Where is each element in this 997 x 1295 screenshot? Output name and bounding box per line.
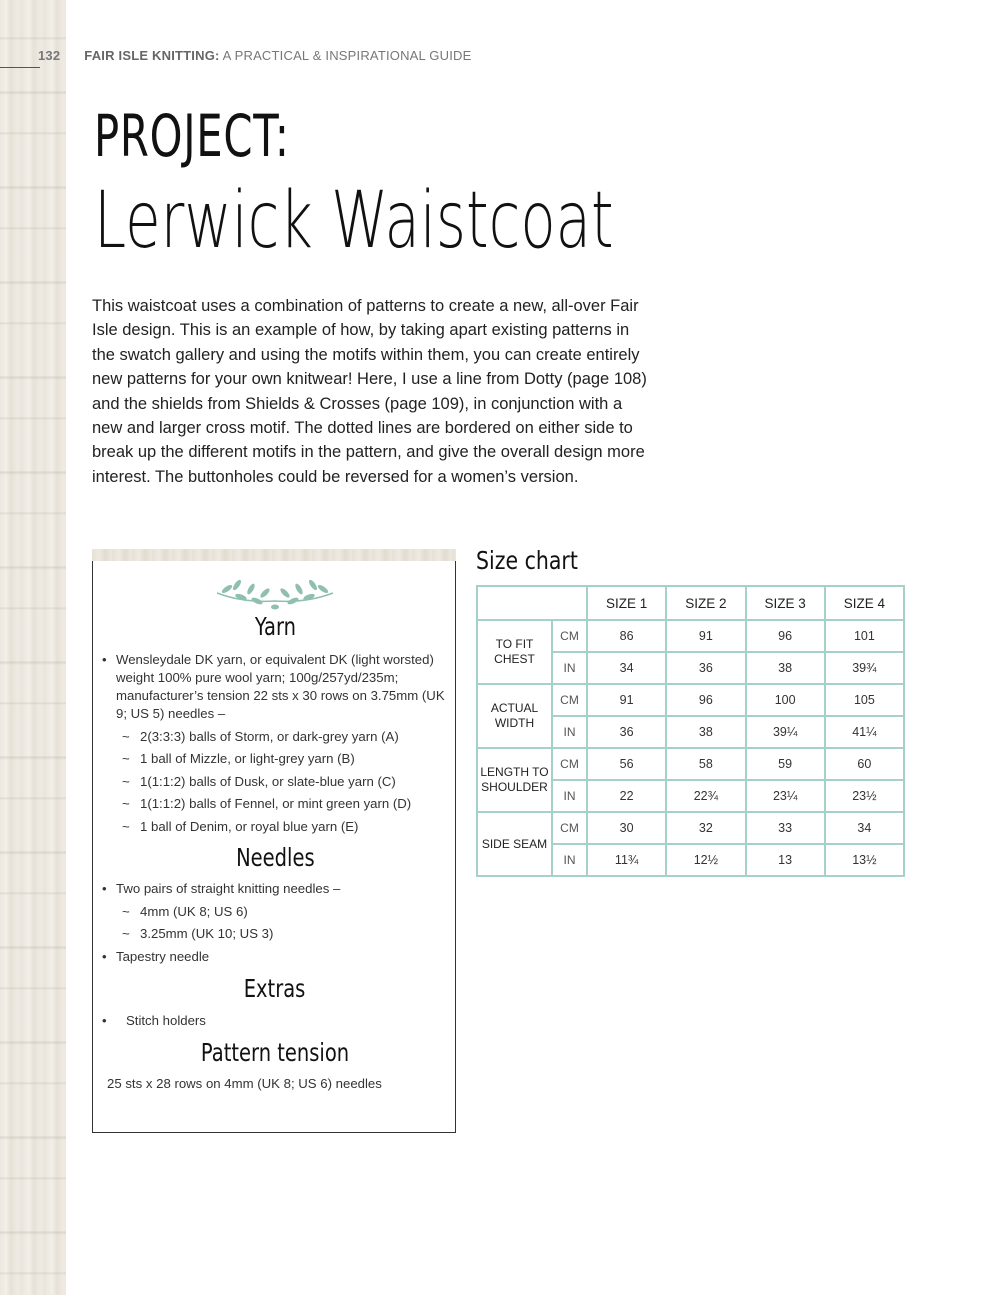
table-row bbox=[477, 812, 904, 844]
value-cell: 91 bbox=[666, 620, 745, 652]
extras-heading: Extras bbox=[244, 974, 306, 1003]
value-cell: 34 bbox=[587, 652, 666, 684]
value-cell: 101 bbox=[825, 620, 904, 652]
needles-list bbox=[102, 880, 452, 966]
unit-cell: CM bbox=[552, 620, 587, 652]
materials-box-wood-strip bbox=[92, 549, 456, 561]
page-number: 132 bbox=[38, 48, 61, 63]
project-title: Lerwick Waistcoat bbox=[94, 176, 614, 266]
tapestry-needle: • Tapestry needle bbox=[102, 948, 452, 966]
yarn-colour-b: ~ 1 ball of Mizzle, or light-grey yarn (B) bbox=[102, 750, 452, 768]
needles-heading: Needles bbox=[235, 843, 315, 872]
yarn-colour-e: ~ 1 ball of Denim, or royal blue yarn (E) bbox=[102, 818, 452, 836]
value-cell: 86 bbox=[587, 620, 666, 652]
size-header-2: SIZE 2 bbox=[666, 586, 745, 620]
value-cell: 36 bbox=[587, 716, 666, 748]
value-cell: 22¾ bbox=[666, 780, 745, 812]
value-cell: 13 bbox=[746, 844, 825, 876]
materials-box bbox=[92, 549, 456, 1133]
value-cell: 22 bbox=[587, 780, 666, 812]
wood-texture-margin bbox=[0, 0, 66, 1295]
running-header bbox=[38, 48, 471, 63]
row-label-side-seam: SIDE SEAM bbox=[477, 812, 552, 876]
yarn-colour-a: ~ 2(3:3:3) balls of Storm, or dark-grey yarn (A) bbox=[102, 728, 452, 746]
value-cell: 38 bbox=[666, 716, 745, 748]
value-cell: 23½ bbox=[825, 780, 904, 812]
needle-size-1: ~ 4mm (UK 8; US 6) bbox=[102, 903, 452, 921]
unit-cell: IN bbox=[552, 844, 587, 876]
intro-paragraph: This waistcoat uses a combination of patterns to create a new, all-over Fair Isle design. This is an example of how, by taking apart existing patterns in the swatch gallery and using the motifs within them, you can create entirely new patterns for your own knitwear! Here, I use a line from Dotty (page 108) and the shields from Shields & Crosses (page 109), in conjunction with a new and larger cross motif. The dotted lines are bordered on either side to break up the different motifs in the pattern, and give the overall design more interest. The buttonholes could be reversed for a women’s version. bbox=[92, 297, 647, 486]
table-row bbox=[477, 684, 904, 716]
extras-list bbox=[102, 1012, 452, 1030]
size-header-4: SIZE 4 bbox=[825, 586, 904, 620]
value-cell: 32 bbox=[666, 812, 745, 844]
value-cell: 34 bbox=[825, 812, 904, 844]
value-cell: 96 bbox=[666, 684, 745, 716]
size-header-3: SIZE 3 bbox=[746, 586, 825, 620]
value-cell: 105 bbox=[825, 684, 904, 716]
value-cell: 58 bbox=[666, 748, 745, 780]
row-label-width: ACTUAL WIDTH bbox=[477, 684, 552, 748]
tension-text: 25 sts x 28 rows on 4mm (UK 8; US 6) needles bbox=[107, 1076, 382, 1091]
value-cell: 33 bbox=[746, 812, 825, 844]
value-cell: 91 bbox=[587, 684, 666, 716]
unit-cell: IN bbox=[552, 716, 587, 748]
table-row bbox=[477, 620, 904, 652]
value-cell: 30 bbox=[587, 812, 666, 844]
yarn-main: • Wensleydale DK yarn, or equivalent DK (light worsted) weight 100% pure wool yarn; 100g/257yd/235m; manufacturer’s tension 22 sts x 30 rows on 3.75mm (UK 9; US 5) needles – bbox=[102, 651, 452, 723]
value-cell: 11¾ bbox=[587, 844, 666, 876]
value-cell: 100 bbox=[746, 684, 825, 716]
tension-heading: Pattern tension bbox=[200, 1038, 350, 1067]
size-header-1: SIZE 1 bbox=[587, 586, 666, 620]
project-label: PROJECT: bbox=[94, 102, 290, 170]
table-row bbox=[477, 748, 904, 780]
value-cell: 36 bbox=[666, 652, 745, 684]
unit-cell: IN bbox=[552, 780, 587, 812]
needles-main: • Two pairs of straight knitting needles – bbox=[102, 880, 452, 898]
value-cell: 41¼ bbox=[825, 716, 904, 748]
row-label-length: LENGTH TO SHOULDER bbox=[477, 748, 552, 812]
value-cell: 59 bbox=[746, 748, 825, 780]
extras-item: • Stitch holders bbox=[102, 1012, 452, 1030]
value-cell: 39¼ bbox=[746, 716, 825, 748]
header-rule bbox=[0, 67, 40, 68]
size-chart-corner bbox=[477, 586, 587, 620]
yarn-list bbox=[102, 651, 452, 836]
value-cell: 38 bbox=[746, 652, 825, 684]
unit-cell: CM bbox=[552, 684, 587, 716]
row-label-chest: TO FIT CHEST bbox=[477, 620, 552, 684]
unit-cell: CM bbox=[552, 812, 587, 844]
value-cell: 96 bbox=[746, 620, 825, 652]
book-title: FAIR ISLE KNITTING: bbox=[84, 48, 220, 63]
value-cell: 60 bbox=[825, 748, 904, 780]
book-subtitle: A PRACTICAL & INSPIRATIONAL GUIDE bbox=[219, 48, 472, 63]
value-cell: 23¼ bbox=[746, 780, 825, 812]
leaf-garland-icon bbox=[213, 571, 337, 611]
yarn-colour-d: ~ 1(1:1:2) balls of Fennel, or mint green yarn (D) bbox=[102, 795, 452, 813]
yarn-colour-c: ~ 1(1:1:2) balls of Dusk, or slate-blue yarn (C) bbox=[102, 773, 452, 791]
needle-size-2: ~ 3.25mm (UK 10; US 3) bbox=[102, 925, 452, 943]
value-cell: 39¾ bbox=[825, 652, 904, 684]
value-cell: 13½ bbox=[825, 844, 904, 876]
value-cell: 12½ bbox=[666, 844, 745, 876]
size-chart-header-row bbox=[477, 586, 904, 620]
value-cell: 56 bbox=[587, 748, 666, 780]
size-chart-title: Size chart bbox=[476, 546, 578, 575]
size-chart-table bbox=[476, 585, 905, 877]
yarn-heading: Yarn bbox=[254, 612, 296, 641]
unit-cell: CM bbox=[552, 748, 587, 780]
unit-cell: IN bbox=[552, 652, 587, 684]
